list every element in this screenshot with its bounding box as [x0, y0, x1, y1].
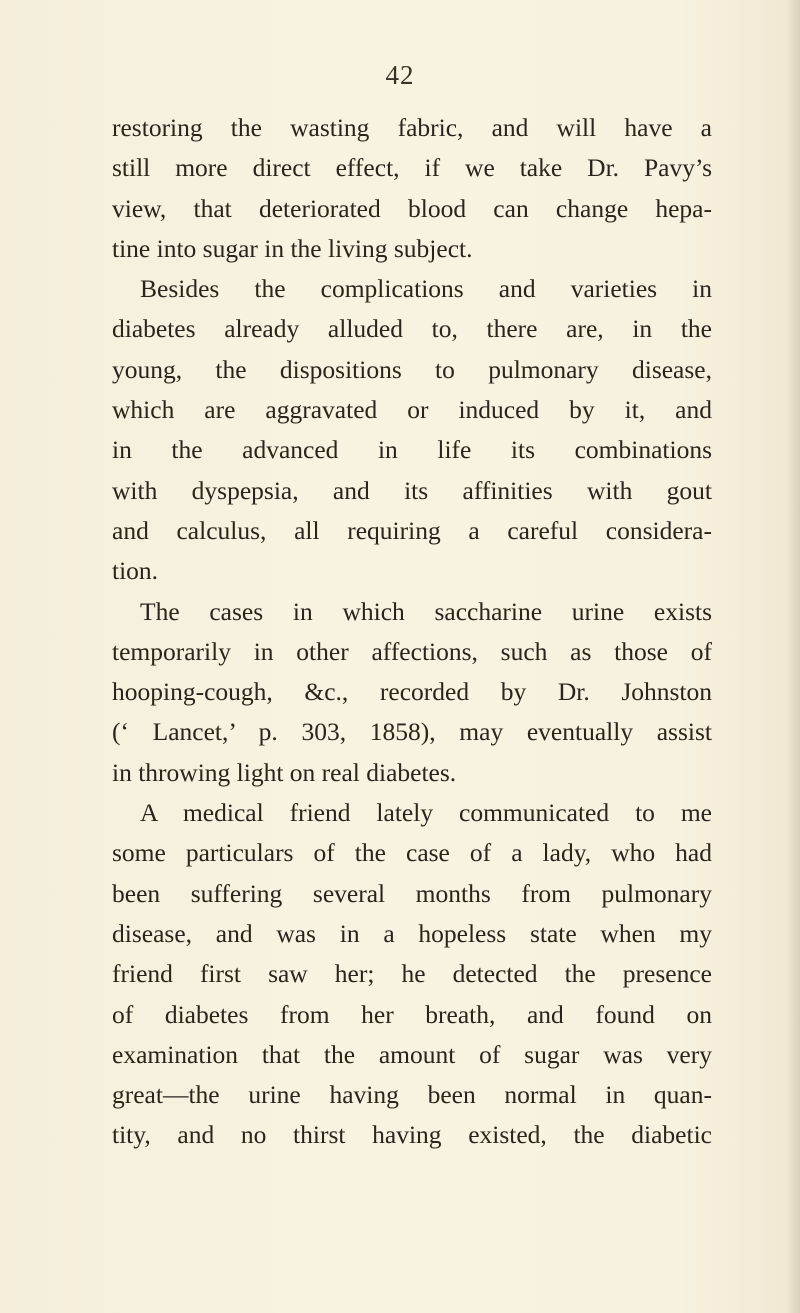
paragraph-start-line: The cases in which saccharine urine exists — [140, 596, 712, 626]
text-line: of diabetes from her breath, and found on — [112, 999, 712, 1029]
text-line: temporarily in other affections, such as those of — [112, 636, 712, 666]
body-text — [112, 108, 712, 1156]
paragraph-end-line: in throwing light on real diabetes. — [112, 757, 457, 787]
text-line: and calculus, all requiring a careful considera- — [112, 515, 712, 545]
text-line: great—the urine having been normal in quan- — [112, 1080, 712, 1110]
text-line: (‘ Lancet,’ p. 303, 1858), may eventually assist — [112, 717, 712, 747]
text-line: examination that the amount of sugar was very — [112, 1039, 712, 1069]
text-line: hooping-cough, &c., recorded by Dr. Johnston — [112, 677, 712, 707]
text-line: tity, and no thirst having existed, the diabetic — [112, 1120, 712, 1150]
text-line: disease, and was in a hopeless state when my — [112, 918, 712, 948]
text-line: in the advanced in life its combinations — [112, 435, 712, 465]
paragraph-end-line: tion. — [112, 556, 159, 586]
paragraph-start-line: Besides the complications and varieties in — [140, 274, 712, 304]
text-line: restoring the wasting fabric, and will have a — [112, 113, 712, 142]
paragraph-end-line: tine into sugar in the living subject. — [112, 233, 473, 263]
text-line: young, the dispositions to pulmonary disease, — [112, 354, 712, 384]
text-line: with dyspepsia, and its affinities with gout — [112, 475, 712, 505]
text-line: diabetes already alluded to, there are, in the — [112, 314, 712, 344]
text-line: which are aggravated or induced by it, and — [112, 395, 712, 425]
paragraph-start-line: A medical friend lately communicated to me — [140, 798, 712, 828]
page-edge-shadow — [786, 0, 800, 1313]
text-line: friend first saw her; he detected the presence — [112, 959, 712, 989]
text-line: still more direct effect, if we take Dr. Pavy’s — [112, 153, 712, 183]
text-line: view, that deteriorated blood can change hepa- — [112, 193, 712, 223]
text-line: been suffering several months from pulmonary — [112, 878, 712, 908]
text-line: some particulars of the case of a lady, who had — [112, 838, 712, 868]
page-number: 42 — [385, 60, 415, 90]
